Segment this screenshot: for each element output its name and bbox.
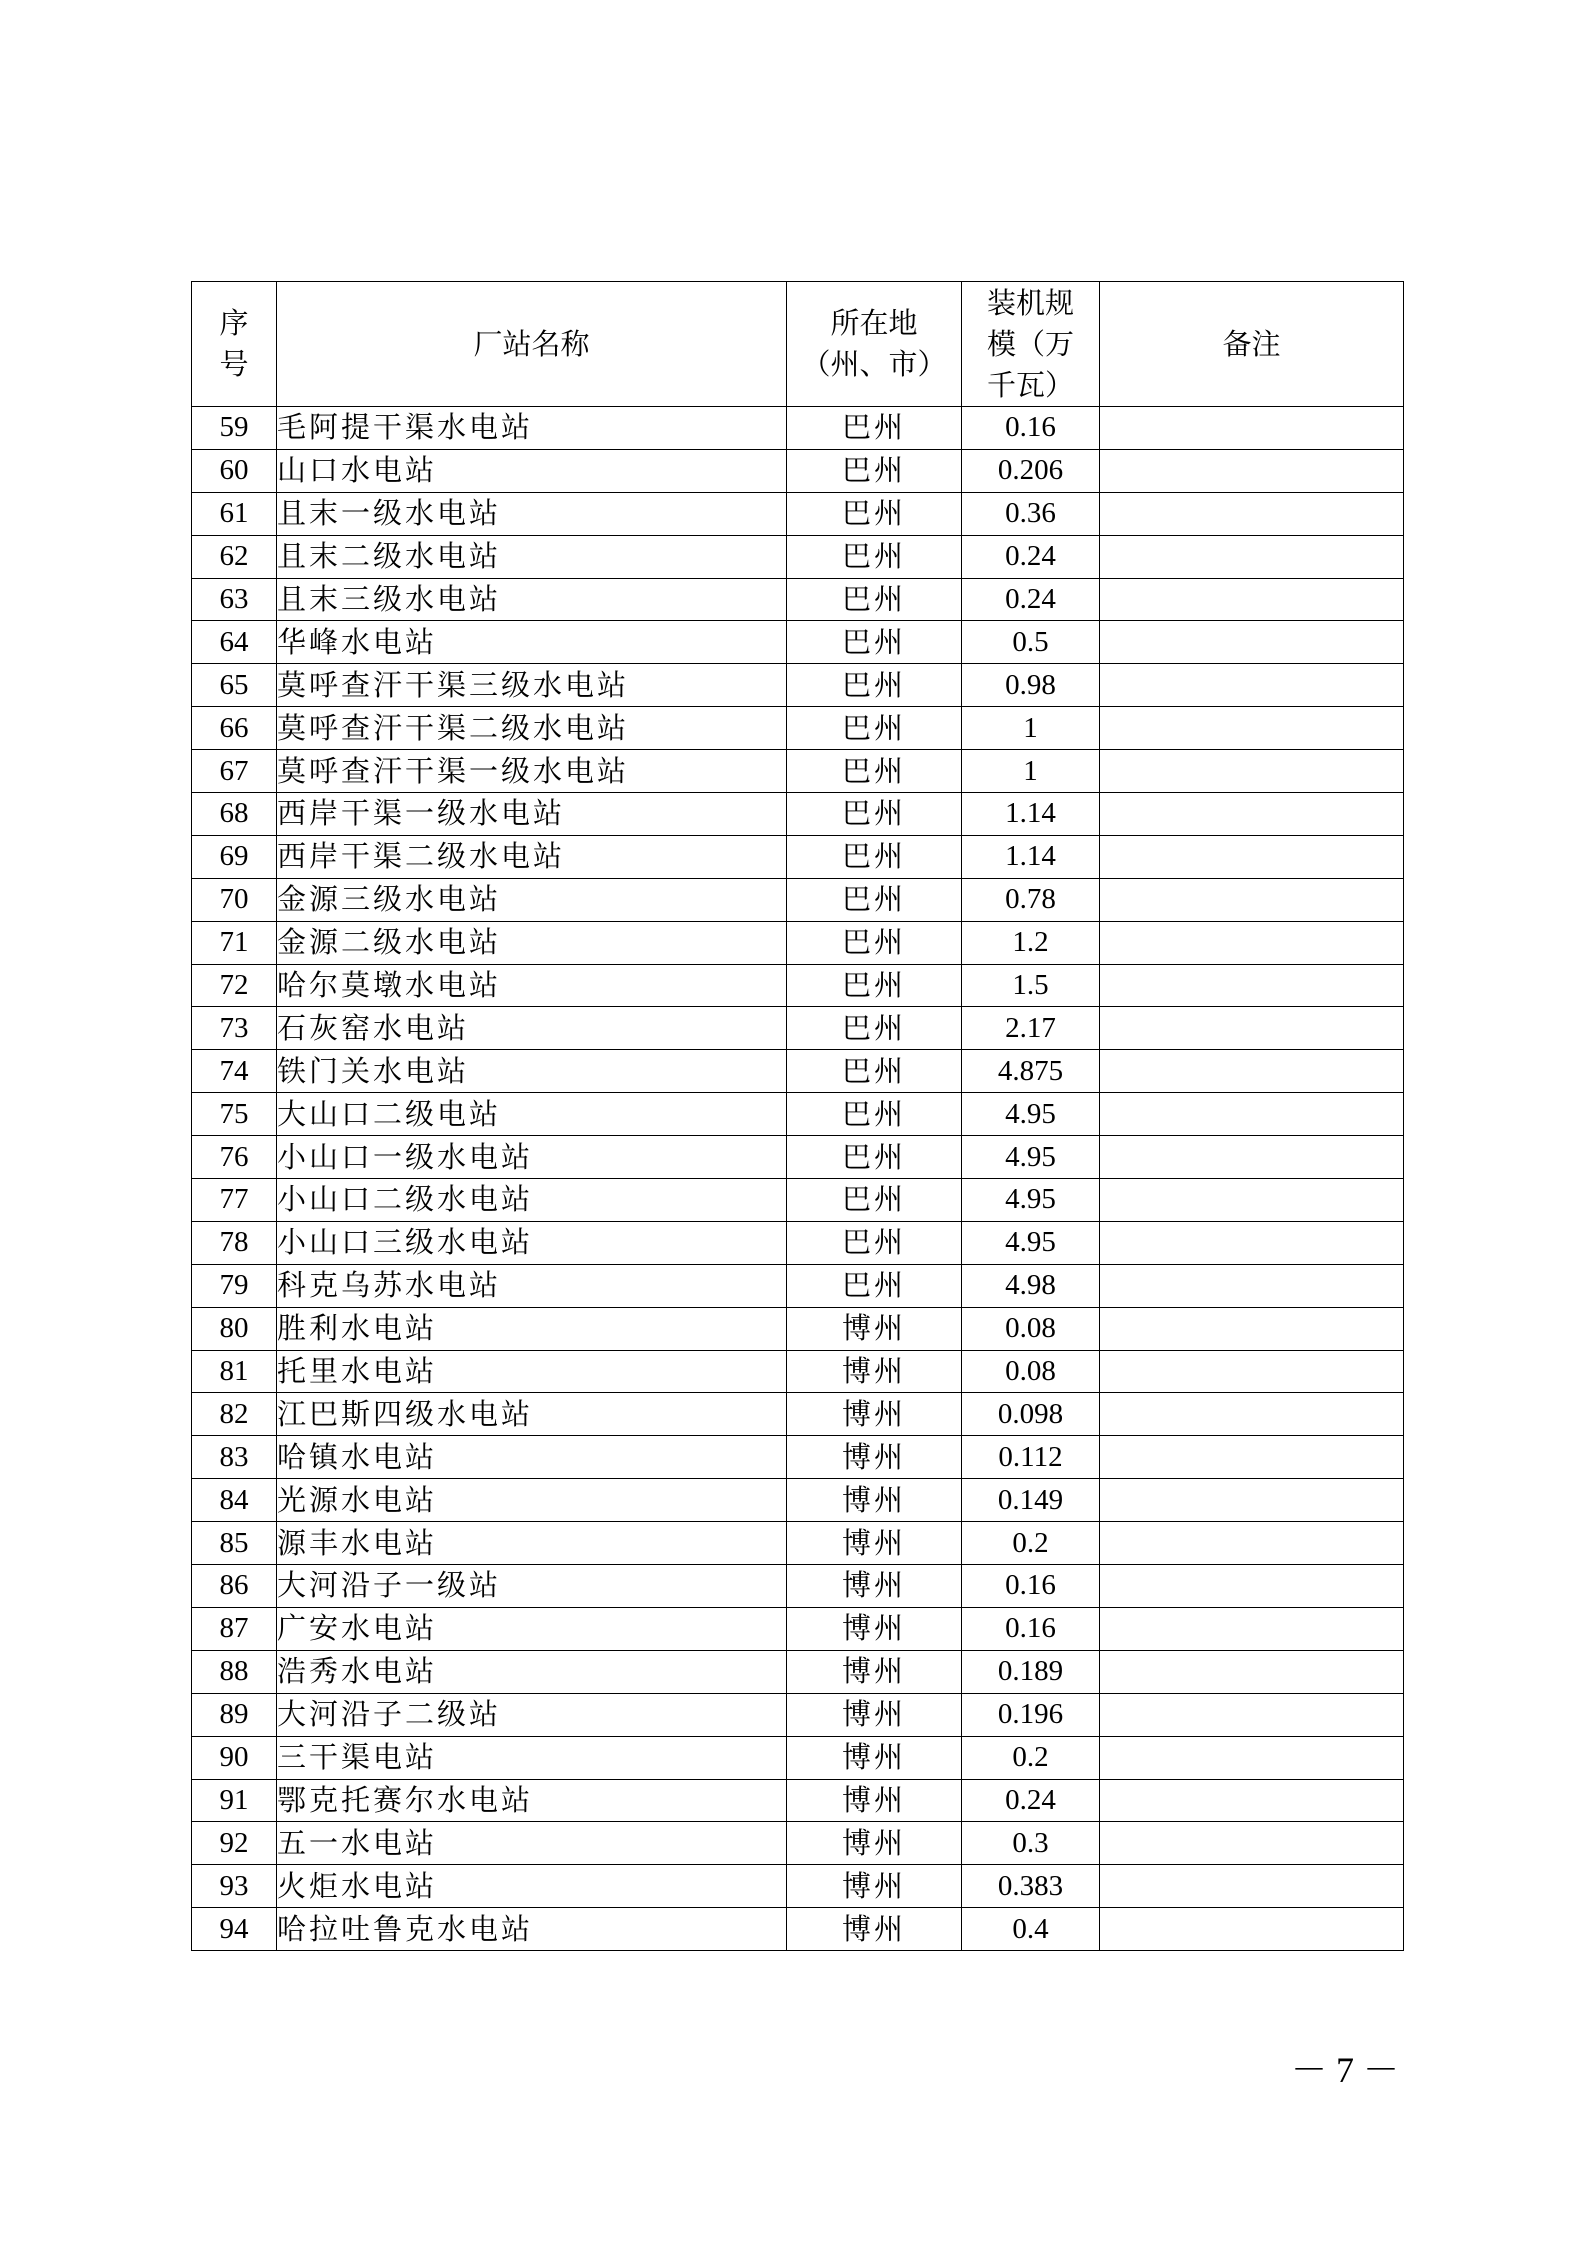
- table-row: [192, 1393, 1404, 1436]
- row-number: 88: [192, 1650, 277, 1693]
- station-location: 博州: [787, 1393, 962, 1436]
- station-name: 五一水电站: [277, 1822, 787, 1865]
- table-row: [192, 1779, 1404, 1822]
- header-capacity: 装机规模（万千瓦）: [962, 282, 1100, 407]
- station-name: 西岸干渠一级水电站: [277, 793, 787, 836]
- station-location: 博州: [787, 1307, 962, 1350]
- table-row: [192, 1136, 1404, 1179]
- station-capacity: 0.36: [962, 492, 1100, 535]
- station-remarks: [1100, 407, 1404, 450]
- row-number: 83: [192, 1436, 277, 1479]
- station-remarks: [1100, 1693, 1404, 1736]
- table-row: [192, 793, 1404, 836]
- station-remarks: [1100, 707, 1404, 750]
- row-number: 71: [192, 921, 277, 964]
- station-name: 小山口三级水电站: [277, 1221, 787, 1264]
- station-name: 哈拉吐鲁克水电站: [277, 1908, 787, 1951]
- station-remarks: [1100, 1822, 1404, 1865]
- station-location: 巴州: [787, 492, 962, 535]
- station-remarks: [1100, 964, 1404, 1007]
- table-row: [192, 621, 1404, 664]
- table-row: [192, 835, 1404, 878]
- station-remarks: [1100, 1221, 1404, 1264]
- table-row: [192, 407, 1404, 450]
- station-location: 巴州: [787, 1007, 962, 1050]
- station-location: 巴州: [787, 1179, 962, 1222]
- station-remarks: [1100, 1650, 1404, 1693]
- row-number: 63: [192, 578, 277, 621]
- station-capacity: 0.112: [962, 1436, 1100, 1479]
- station-capacity: 4.875: [962, 1050, 1100, 1093]
- station-name: 且末二级水电站: [277, 535, 787, 578]
- station-remarks: [1100, 1565, 1404, 1608]
- station-name: 托里水电站: [277, 1350, 787, 1393]
- station-name: 铁门关水电站: [277, 1050, 787, 1093]
- station-remarks: [1100, 1736, 1404, 1779]
- station-capacity: 0.16: [962, 1565, 1100, 1608]
- row-number: 80: [192, 1307, 277, 1350]
- table-row: [192, 1307, 1404, 1350]
- station-capacity: 2.17: [962, 1007, 1100, 1050]
- row-number: 91: [192, 1779, 277, 1822]
- station-name: 浩秀水电站: [277, 1650, 787, 1693]
- station-remarks: [1100, 750, 1404, 793]
- table-row: [192, 1908, 1404, 1951]
- station-name: 且末三级水电站: [277, 578, 787, 621]
- station-capacity: 4.95: [962, 1179, 1100, 1222]
- station-capacity: 0.5: [962, 621, 1100, 664]
- table-row: [192, 1565, 1404, 1608]
- station-location: 博州: [787, 1607, 962, 1650]
- station-remarks: [1100, 578, 1404, 621]
- station-location: 博州: [787, 1693, 962, 1736]
- table-row: [192, 535, 1404, 578]
- station-capacity: 4.95: [962, 1093, 1100, 1136]
- station-capacity: 0.78: [962, 878, 1100, 921]
- station-name: 大河沿子二级站: [277, 1693, 787, 1736]
- station-capacity: 0.2: [962, 1522, 1100, 1565]
- station-name: 莫呼查汗干渠三级水电站: [277, 664, 787, 707]
- station-location: 巴州: [787, 535, 962, 578]
- hydropower-station-table: [191, 281, 1404, 1951]
- table-row: [192, 1865, 1404, 1908]
- station-name: 莫呼查汗干渠二级水电站: [277, 707, 787, 750]
- station-location: 巴州: [787, 621, 962, 664]
- station-capacity: 1.5: [962, 964, 1100, 1007]
- station-location: 巴州: [787, 793, 962, 836]
- station-remarks: [1100, 1908, 1404, 1951]
- station-name: 小山口一级水电站: [277, 1136, 787, 1179]
- station-remarks: [1100, 1179, 1404, 1222]
- table-row: [192, 1693, 1404, 1736]
- station-capacity: 0.196: [962, 1693, 1100, 1736]
- table-row: [192, 1479, 1404, 1522]
- station-remarks: [1100, 1050, 1404, 1093]
- station-location: 巴州: [787, 1221, 962, 1264]
- table-row: [192, 1436, 1404, 1479]
- station-capacity: 0.4: [962, 1908, 1100, 1951]
- station-name: 光源水电站: [277, 1479, 787, 1522]
- station-remarks: [1100, 1393, 1404, 1436]
- page-number: － 7 －: [1290, 2050, 1399, 2090]
- station-name: 大河沿子一级站: [277, 1565, 787, 1608]
- row-number: 76: [192, 1136, 277, 1179]
- row-number: 93: [192, 1865, 277, 1908]
- station-remarks: [1100, 1436, 1404, 1479]
- station-location: 博州: [787, 1865, 962, 1908]
- station-capacity: 0.16: [962, 407, 1100, 450]
- table-row: [192, 1179, 1404, 1222]
- station-name: 小山口二级水电站: [277, 1179, 787, 1222]
- station-location: 巴州: [787, 1136, 962, 1179]
- row-number: 87: [192, 1607, 277, 1650]
- station-name: 源丰水电站: [277, 1522, 787, 1565]
- table-row: [192, 1093, 1404, 1136]
- station-name: 毛阿提干渠水电站: [277, 407, 787, 450]
- station-capacity: 0.08: [962, 1350, 1100, 1393]
- station-capacity: 1.2: [962, 921, 1100, 964]
- station-location: 博州: [787, 1522, 962, 1565]
- row-number: 79: [192, 1264, 277, 1307]
- row-number: 84: [192, 1479, 277, 1522]
- station-location: 博州: [787, 1350, 962, 1393]
- station-remarks: [1100, 621, 1404, 664]
- station-location: 博州: [787, 1565, 962, 1608]
- station-location: 巴州: [787, 664, 962, 707]
- station-remarks: [1100, 1007, 1404, 1050]
- row-number: 85: [192, 1522, 277, 1565]
- table-row: [192, 1007, 1404, 1050]
- station-capacity: 0.3: [962, 1822, 1100, 1865]
- station-capacity: 0.16: [962, 1607, 1100, 1650]
- row-number: 81: [192, 1350, 277, 1393]
- station-name: 火炬水电站: [277, 1865, 787, 1908]
- station-name: 江巴斯四级水电站: [277, 1393, 787, 1436]
- table-row: [192, 1736, 1404, 1779]
- row-number: 68: [192, 793, 277, 836]
- station-capacity: 0.24: [962, 1779, 1100, 1822]
- station-name: 鄂克托赛尔水电站: [277, 1779, 787, 1822]
- station-remarks: [1100, 1779, 1404, 1822]
- station-remarks: [1100, 492, 1404, 535]
- table-row: [192, 707, 1404, 750]
- station-capacity: 0.24: [962, 578, 1100, 621]
- station-location: 巴州: [787, 835, 962, 878]
- station-location: 巴州: [787, 578, 962, 621]
- station-remarks: [1100, 1307, 1404, 1350]
- table-row: [192, 1650, 1404, 1693]
- station-location: 博州: [787, 1479, 962, 1522]
- station-location: 巴州: [787, 750, 962, 793]
- row-number: 90: [192, 1736, 277, 1779]
- station-capacity: 0.383: [962, 1865, 1100, 1908]
- table-row: [192, 578, 1404, 621]
- station-remarks: [1100, 1350, 1404, 1393]
- station-capacity: 0.2: [962, 1736, 1100, 1779]
- station-capacity: 1.14: [962, 793, 1100, 836]
- station-remarks: [1100, 1479, 1404, 1522]
- station-name: 哈镇水电站: [277, 1436, 787, 1479]
- station-location: 博州: [787, 1779, 962, 1822]
- station-remarks: [1100, 793, 1404, 836]
- row-number: 74: [192, 1050, 277, 1093]
- station-capacity: 4.95: [962, 1136, 1100, 1179]
- station-location: 巴州: [787, 964, 962, 1007]
- station-location: 巴州: [787, 921, 962, 964]
- station-location: 博州: [787, 1436, 962, 1479]
- row-number: 77: [192, 1179, 277, 1222]
- station-remarks: [1100, 1865, 1404, 1908]
- table-row: [192, 664, 1404, 707]
- table-row: [192, 1221, 1404, 1264]
- table-row: [192, 1607, 1404, 1650]
- station-location: 巴州: [787, 407, 962, 450]
- row-number: 72: [192, 964, 277, 1007]
- station-name: 西岸干渠二级水电站: [277, 835, 787, 878]
- row-number: 60: [192, 449, 277, 492]
- station-name: 莫呼查汗干渠一级水电站: [277, 750, 787, 793]
- row-number: 64: [192, 621, 277, 664]
- row-number: 69: [192, 835, 277, 878]
- station-location: 博州: [787, 1908, 962, 1951]
- header-location: 所在地（州、市）: [787, 282, 962, 407]
- station-remarks: [1100, 835, 1404, 878]
- station-name: 且末一级水电站: [277, 492, 787, 535]
- table-row: [192, 1050, 1404, 1093]
- station-location: 巴州: [787, 1050, 962, 1093]
- row-number: 75: [192, 1093, 277, 1136]
- station-location: 巴州: [787, 1264, 962, 1307]
- header-remarks: 备注: [1100, 282, 1404, 407]
- station-capacity: 0.08: [962, 1307, 1100, 1350]
- table-row: [192, 1264, 1404, 1307]
- station-remarks: [1100, 1607, 1404, 1650]
- station-location: 博州: [787, 1822, 962, 1865]
- row-number: 67: [192, 750, 277, 793]
- row-number: 65: [192, 664, 277, 707]
- station-capacity: 0.24: [962, 535, 1100, 578]
- row-number: 82: [192, 1393, 277, 1436]
- row-number: 89: [192, 1693, 277, 1736]
- station-location: 巴州: [787, 1093, 962, 1136]
- header-station-name: 厂站名称: [277, 282, 787, 407]
- station-capacity: 1.14: [962, 835, 1100, 878]
- station-capacity: 4.95: [962, 1221, 1100, 1264]
- table-row: [192, 449, 1404, 492]
- row-number: 92: [192, 1822, 277, 1865]
- station-remarks: [1100, 1093, 1404, 1136]
- row-number: 70: [192, 878, 277, 921]
- row-number: 94: [192, 1908, 277, 1951]
- station-name: 大山口二级电站: [277, 1093, 787, 1136]
- table-row: [192, 492, 1404, 535]
- station-capacity: 0.206: [962, 449, 1100, 492]
- station-remarks: [1100, 1264, 1404, 1307]
- station-capacity: 0.189: [962, 1650, 1100, 1693]
- station-location: 巴州: [787, 707, 962, 750]
- table-row: [192, 1822, 1404, 1865]
- table-row: [192, 1522, 1404, 1565]
- station-remarks: [1100, 1136, 1404, 1179]
- station-name: 哈尔莫墩水电站: [277, 964, 787, 1007]
- row-number: 86: [192, 1565, 277, 1608]
- row-number: 73: [192, 1007, 277, 1050]
- row-number: 66: [192, 707, 277, 750]
- table-header-row: [192, 282, 1404, 407]
- station-location: 博州: [787, 1650, 962, 1693]
- table-body: [192, 407, 1404, 1951]
- station-remarks: [1100, 878, 1404, 921]
- header-no: 序号: [192, 282, 277, 407]
- station-capacity: 1: [962, 707, 1100, 750]
- station-name: 科克乌苏水电站: [277, 1264, 787, 1307]
- table-row: [192, 750, 1404, 793]
- station-location: 博州: [787, 1736, 962, 1779]
- station-capacity: 0.98: [962, 664, 1100, 707]
- station-name: 三干渠电站: [277, 1736, 787, 1779]
- table-row: [192, 921, 1404, 964]
- station-remarks: [1100, 921, 1404, 964]
- station-capacity: 1: [962, 750, 1100, 793]
- station-name: 广安水电站: [277, 1607, 787, 1650]
- table-row: [192, 1350, 1404, 1393]
- station-name: 金源三级水电站: [277, 878, 787, 921]
- station-location: 巴州: [787, 878, 962, 921]
- station-name: 华峰水电站: [277, 621, 787, 664]
- station-capacity: 0.098: [962, 1393, 1100, 1436]
- table-row: [192, 878, 1404, 921]
- station-remarks: [1100, 664, 1404, 707]
- row-number: 61: [192, 492, 277, 535]
- station-capacity: 0.149: [962, 1479, 1100, 1522]
- row-number: 62: [192, 535, 277, 578]
- station-name: 胜利水电站: [277, 1307, 787, 1350]
- station-remarks: [1100, 1522, 1404, 1565]
- station-remarks: [1100, 535, 1404, 578]
- table-row: [192, 964, 1404, 1007]
- station-name: 金源二级水电站: [277, 921, 787, 964]
- station-name: 石灰窑水电站: [277, 1007, 787, 1050]
- station-remarks: [1100, 449, 1404, 492]
- station-capacity: 4.98: [962, 1264, 1100, 1307]
- row-number: 78: [192, 1221, 277, 1264]
- station-name: 山口水电站: [277, 449, 787, 492]
- station-location: 巴州: [787, 449, 962, 492]
- row-number: 59: [192, 407, 277, 450]
